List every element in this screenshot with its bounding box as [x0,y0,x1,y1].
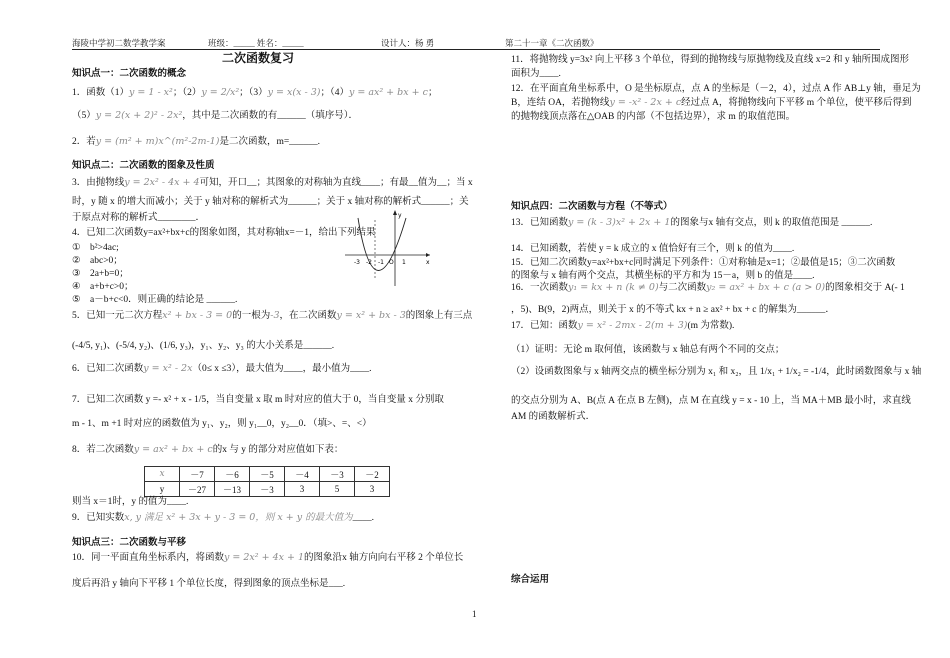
q4-option-1: ① b²>4ac; [72,243,119,253]
table-cell: 3 [285,482,320,497]
q4-option-4: ④ a+b+c>0； [72,282,134,292]
header-rule [72,49,880,50]
table-cell: －6 [215,467,250,482]
q4-option-3: ③ 2a+b=0； [72,269,129,279]
page-title: 二次函数复习 [222,51,295,65]
q17-line1: 17．已知：函数y = x² - 2mx - 2(m + 3)(m 为常数). [511,320,735,331]
tick-label: 1 [402,259,406,266]
q12-line3: 的抛物线顶点落在△OAB 的内部（不包括边界），求 m 的取值范围。 [511,112,796,122]
parabola-graph [340,208,435,288]
tick-label: -2 [366,259,372,266]
y-axis-arrow [393,210,397,215]
q1-line2: （5）y = 2(x + 2)² - 2x²，其中是二次函数的有______（填序号）． [72,110,359,121]
table-cell: －7 [180,467,215,482]
q17-part1: （1）证明：无论 m 取何值，该函数与 x 轴总有两个不同的交点； [511,345,785,355]
section-k4: 知识点四：二次函数与方程（不等式） [511,201,673,212]
q15-line1: 15．已知二次函数y=ax²+bx+c同时满足下列条件：①对称轴是x=1；②最值是15；③二次函数 [511,258,896,268]
table-cell: －27 [180,482,215,497]
section-k2: 知识点二：二次函数的图象及性质 [72,160,215,171]
q3-line1: 3．由抛物线y = 2x² - 4x + 4可知，开口__；其图象的对称轴为直线____；有最__值为__；当 x [72,177,473,188]
q8-line1: 8．若二次函数y = ax² + bx + c的x 与 y 的部分对应值如下表： [72,444,344,455]
q12-line2: B，连结 OA，若抛物线y = -x² - 2x + c经过点 A，将抛物线向下平移 m 个单位，使平移后得到 [511,97,912,108]
q16-line2: ，5)、B(9，2)两点，则关于 x 的不等式 kx + n ≥ ax² + bx + c 的解集为______． [511,305,835,315]
header-class-name: 班级：_____ 姓名：_____ [208,38,304,48]
axis-label-x: x [426,259,430,266]
q8-line2: 则当 x＝1时，y 的值为____. [72,497,189,507]
q11-line2: 面积为____. [511,69,561,79]
table-cell: 5 [320,482,355,497]
table-cell: －3 [320,467,355,482]
table-cell: －4 [285,467,320,482]
q1-line1: 1．函数（1）y = 1 - x²；（2）y = 2/x²；（3）y = x(x - 3)；（4）y = ax² + bx + c； [72,87,438,98]
q4: 4．已知二次函数y=ax²+bx+c的图象如图，其对称轴x=－1，给出下列结果 [72,228,376,238]
header-school: 海陵中学初二数学教学案 [72,38,166,48]
table-cell: －5 [250,467,285,482]
table-row [145,467,390,482]
section-k5: 综合运用 [511,574,550,585]
q7-line2: m - 1、m +1 时对应的函数值为 y₁、y₂，则 y₁__0，y₂__0．（填>、=、<） [72,419,372,429]
table-cell: －2 [355,467,390,482]
q17-part2-line3: AM 的函数解析式． [511,412,596,422]
q3-line3: 于原点对称的解析式________． [72,213,206,223]
axis-label-y: y [398,212,402,219]
table-cell: －13 [215,482,250,497]
q7-line1: 7．已知二次函数 y =- x² + x - 1/5，当自变量 x 取 m 时对应的值大于 0，当自变量 x 分别取 [72,395,444,405]
q3-line2: 时，y 随 x 的增大而减小；关于 y 轴对称的解析式为______；关于 x 轴对称的解析式______；关 [72,197,469,207]
q11-line1: 11．将抛物线 y=3x² 向上平移 3 个单位，得到的抛物线与原抛物线及直线 x=2 和 y 轴所围成图形 [511,55,909,65]
table-row [145,482,390,497]
q5-line1: 5．已知一元二次方程x² + bx - 3 = 0的一根为-3，在二次函数y = x² + bx - 3的图象上有三点 [72,310,473,321]
header-chapter: 第二十一章《二次函数》 [505,38,599,48]
q10-line2: 度后再沿 y 轴向下平移 1 个单位长度，得到图象的顶点坐标是___. [72,579,346,589]
section-k3: 知识点三：二次函数与平移 [72,537,187,548]
q10-line1: 10．同一平面直角坐标系内，将函数y = 2x² + 4x + 1的图象沿x 轴方向向右平移 2 个单位长 [72,552,464,563]
table-header-y: y [145,482,180,497]
x-axis-arrow [426,253,430,257]
tick-label: O [389,259,394,266]
q9: 9．已知实数x, y 满足 x² + 3x + y - 3 = 0，则 x + y 的最大值为____. [72,512,374,523]
table-cell: －3 [250,482,285,497]
q16-line1: 16．一次函数y₁ = kx + n (k ≠ 0)与二次函数y₂ = ax² + bx + c (a > 0)的图象相交于 A(- 1 [511,282,905,293]
values-table [144,466,390,497]
q17-part2-line2: 的交点分别为 A、B(点 A 在点 B 左侧)，点 M 在直线 y = x - 10 上，当 MA＋MB 最小时，求直线 [511,396,911,406]
header-designer: 设计人：杨 勇 [381,38,435,48]
tick-label: -3 [354,259,360,266]
q14: 14．已知函数，若使 y = k 成立的 x 值恰好有三个，则 k 的值为____. [511,244,795,254]
q4-option-2: ② abc>0； [72,256,123,266]
table-cell: 3 [355,482,390,497]
q17-part2-line1: （2）设函数图象与 x 轴两交点的横坐标分别为 x₁ 和 x₂，且 1/x₁ + 1/x₂ = -1/4，此时函数图象与 x 轴 [511,367,922,377]
tick-label: -1 [378,259,384,266]
table-header-x: x [145,467,180,482]
q4-option-5: ⑤ a－b+c<0．则正确的结论是 ______. [72,295,238,305]
q15-line2: 的图象与 x 轴有两个交点，其横坐标的平方和为 15－a，则 b 的值是____. [511,271,815,281]
q13: 13．已知函数y = (k - 3)x² + 2x + 1的图象与x 轴有交点，则 k 的取值范围是 ______. [511,217,873,228]
q6: 6．已知二次函数y = x² - 2x（0≤ x ≤3），最大值为____，最小值为____. [72,363,372,374]
page-number: 1 [472,609,477,619]
q12-line1: 12．在平面直角坐标系中，O 是坐标原点，点 A 的坐标是（－2，4），过点 A 作 AB⊥y 轴，垂足为 [511,84,921,94]
q5-line2: (-4/5, y₁)、(-5/4, y₂)、(1/6, y₃)，y₁、y₂、y₃ 的大小关系是______. [72,341,335,351]
q2: 2．若y = (m² + m)x^(m²-2m-1)是二次函数，m=______. [72,136,321,147]
section-k1: 知识点一：二次函数的概念 [72,68,187,79]
